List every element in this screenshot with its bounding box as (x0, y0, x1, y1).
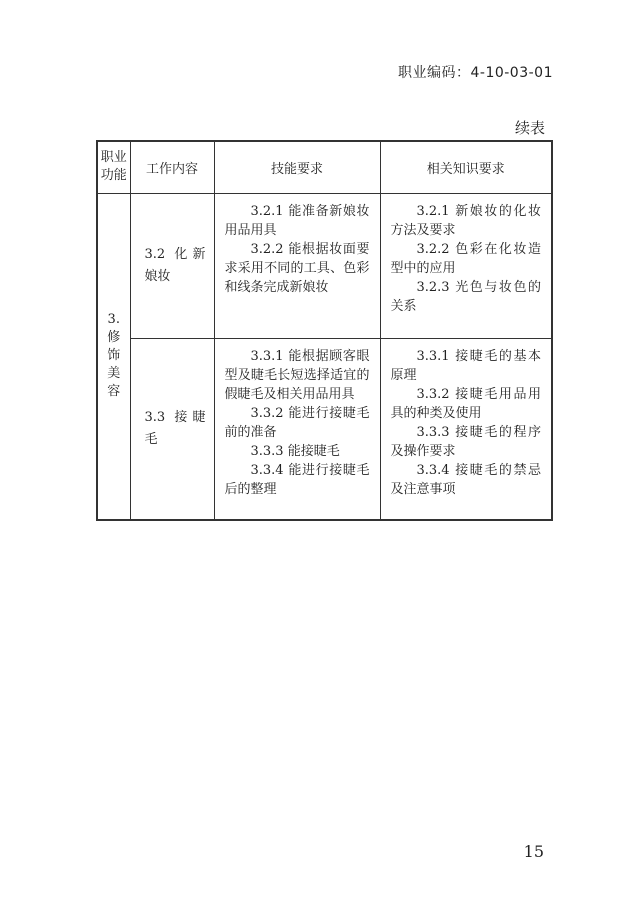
knowledge-item: 3.3.2 接睫毛用品用具的种类及使用 (390, 386, 541, 421)
knowledge-item: 3.2.3 光色与妆色的关系 (390, 279, 541, 314)
knowledge-cell (380, 338, 552, 520)
knowledge-item: 3.3.1 接睫毛的基本原理 (390, 348, 541, 383)
page-number: 15 (523, 842, 544, 861)
skill-item: 3.2.1 能准备新娘妆用品用具 (224, 203, 370, 238)
header-work-content: 工作内容 (130, 141, 214, 193)
work-content-cell (130, 338, 214, 520)
skill-item: 3.3.2 能进行接睫毛前的准备 (224, 405, 370, 440)
table-header-row (97, 141, 552, 193)
skill-item: 3.3.4 能进行接睫毛后的整理 (224, 462, 370, 497)
skills-cell (214, 338, 380, 520)
header-knowledge: 相关知识要求 (380, 141, 552, 193)
knowledge-cell (380, 193, 552, 338)
function-number: 3. (107, 312, 120, 328)
skills-cell (214, 193, 380, 338)
work-content-text: 3.2 化新娘妆 (144, 246, 206, 284)
work-content-text: 3.3 接睫毛 (144, 409, 206, 447)
skills-table (96, 140, 553, 521)
table-row (97, 193, 552, 338)
occupation-code: 职业编码：4-10-03-01 (397, 65, 553, 81)
header-skills: 技能要求 (214, 141, 380, 193)
function-cell (97, 193, 130, 520)
skill-item: 3.3.1 能根据顾客眼型及睫毛长短选择适宜的假睫毛及相关用品用具 (224, 348, 370, 402)
knowledge-item: 3.3.4 接睫毛的禁忌及注意事项 (390, 462, 541, 497)
work-content-cell (130, 193, 214, 338)
header-function: 职业 功能 (97, 141, 130, 193)
knowledge-item: 3.2.2 色彩在化妆造型中的应用 (390, 241, 541, 276)
skill-item: 3.3.3 能接睫毛 (250, 443, 340, 459)
knowledge-item: 3.3.3 接睫毛的程序及操作要求 (390, 424, 541, 459)
knowledge-item: 3.2.1 新娘妆的化妆方法及要求 (390, 203, 541, 238)
continued-label: 续表 (514, 119, 545, 137)
skill-item: 3.2.2 能根据妆面要求采用不同的工具、色彩和线条完成新娘妆 (224, 241, 370, 295)
function-name: 修 饰 美 容 (107, 330, 121, 400)
table-row (97, 338, 552, 520)
